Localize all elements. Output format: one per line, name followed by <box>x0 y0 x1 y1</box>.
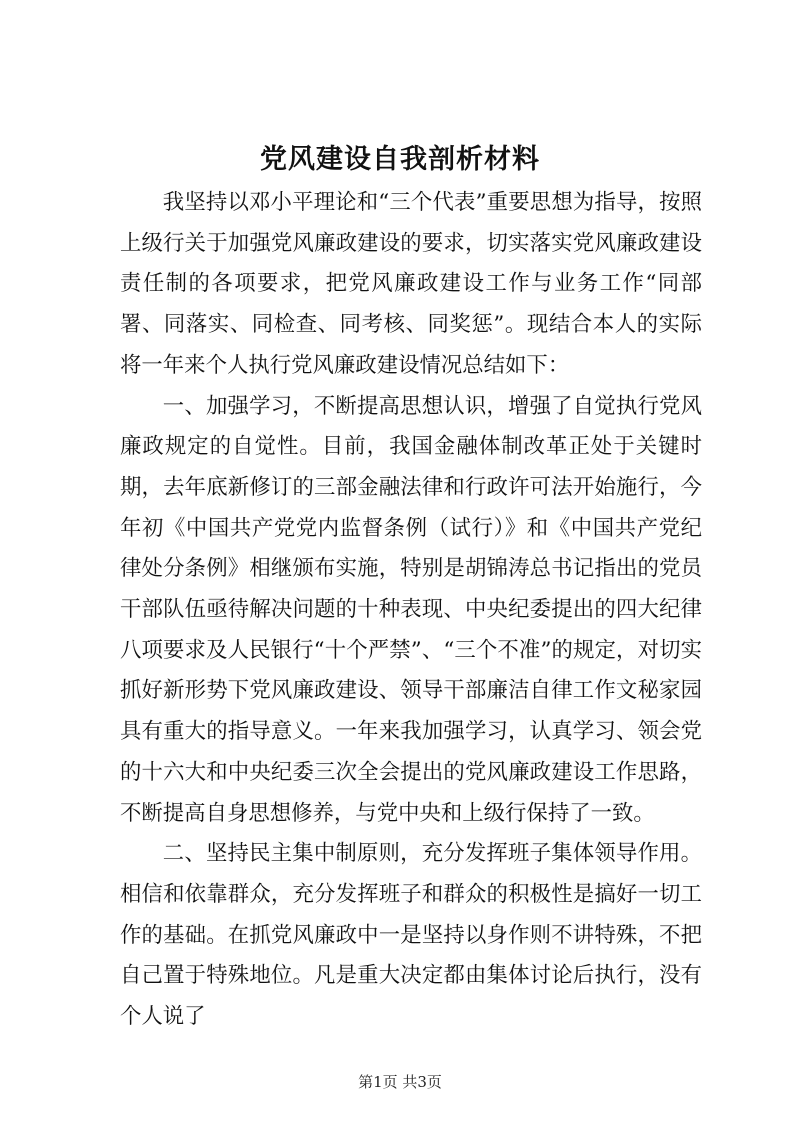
document-body <box>120 183 702 1038</box>
document-title: 党风建设自我剖析材料 <box>260 144 540 175</box>
page-number-footer: 第1页 共3页 <box>358 1073 442 1091</box>
paragraph-intro: 我坚持以邓小平理论和“三个代表”重要思想为指导，按照上级行关于加强党风廉政建设的要求，切实落实党风廉政建设责任制的各项要求，把党风廉政建设工作与业务工作“同部署、同落实、同检查、同考核、同奖惩”。现结合本人的实际将一年来个人执行党风廉政建设情况总结如下： <box>120 190 702 378</box>
paragraph-study: 一、加强学习，不断提高思想认识，增强了自觉执行党风廉政规定的自觉性。目前，我国金融体制改革正处于关键时期，去年底新修订的三部金融法律和行政许可法开始施行，今年初《中国共产党党内监督条例（试行）》和《中国共产党纪律处分条例》相继颁布实施，特别是胡锦涛总书记指出的党员干部队伍亟待解决问题的十种表现、中央纪委提出的四大纪律八项要求及人民银行“十个严禁”、“三个不准”的规定，对切实抓好新形势下党风廉政建设、领导干部廉洁自律工作文秘家园具有重大的指导意义。一年来我加强学习，认真学习、领会党的十六大和中央纪委三次全会提出的党风廉政建设工作思路，不断提高自身思想修养，与党中央和上级行保持了一致。 <box>120 393 702 826</box>
paragraph-democratic-centralism: 二、坚持民主集中制原则，充分发挥班子集体领导作用。相信和依靠群众，充分发挥班子和群众的积极性是搞好一切工作的基础。在抓党风廉政中一是坚持以身作则不讲特殊，不把自己置于特殊地位。凡是重大决定都由集体讨论后执行，没有个人说了 <box>120 841 702 1030</box>
